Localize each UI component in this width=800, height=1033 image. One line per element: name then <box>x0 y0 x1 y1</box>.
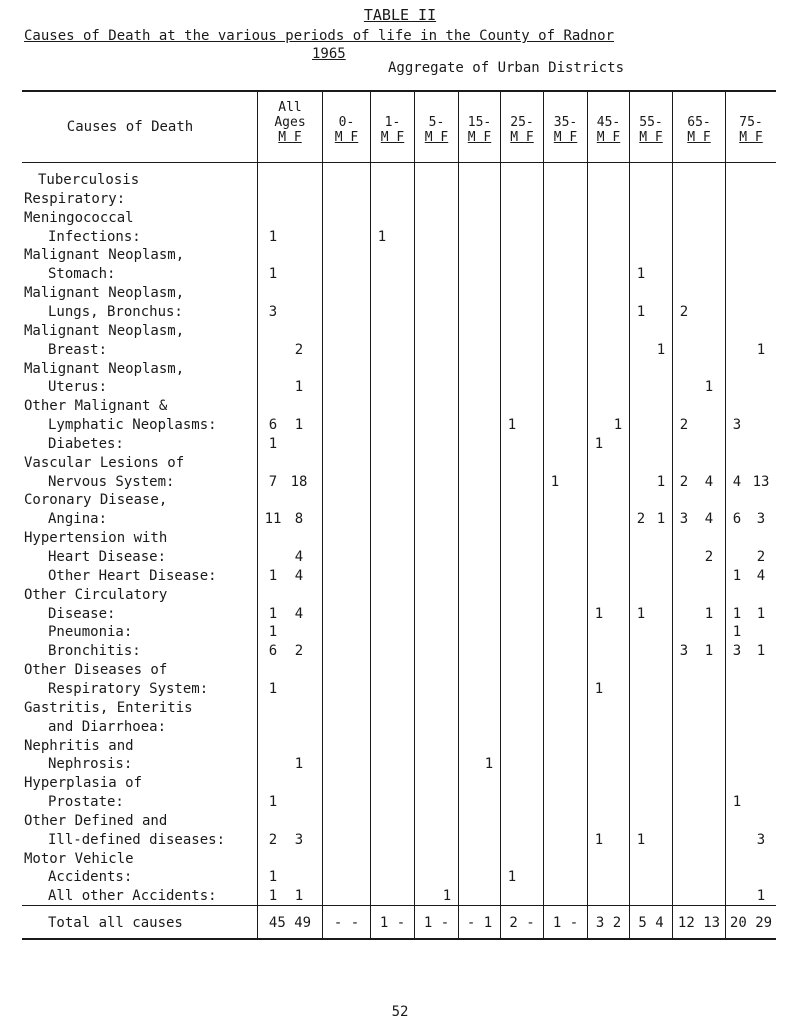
data-cell: 2 <box>756 549 766 565</box>
data-cell: 1 <box>756 605 766 622</box>
cause-label: Bronchitis: <box>48 643 141 660</box>
data-cell: 13 <box>752 473 770 490</box>
data-cell: 1 <box>756 888 766 905</box>
data-cell: 1 <box>268 888 278 905</box>
data-cell: 1 <box>294 379 304 396</box>
col-divider <box>322 91 323 939</box>
data-cell: 1 <box>294 756 304 773</box>
totals-top-rule <box>22 905 776 906</box>
cause-label: Nephrosis: <box>48 756 133 773</box>
data-cell: 1 <box>594 435 604 452</box>
age-group-label: 45- <box>596 115 621 130</box>
data-cell: 2 <box>679 417 689 434</box>
col-divider <box>587 91 588 939</box>
data-cell: 3 <box>679 511 689 528</box>
cause-label: Disease: <box>48 605 116 622</box>
cause-label: Nervous System: <box>48 473 175 490</box>
data-cell: 3 <box>732 417 742 434</box>
header-mf: M F <box>510 130 534 145</box>
data-cell: 1 <box>656 341 666 358</box>
data-cell: 4 <box>294 605 304 622</box>
cause-label: Pneumonia: <box>48 624 133 641</box>
data-cell: 1 <box>268 624 278 641</box>
header-age-group <box>673 115 725 145</box>
data-cell: 1 <box>636 303 646 320</box>
cause-label: Infections: <box>48 228 141 245</box>
cause-label: Lungs, Bronchus: <box>48 303 183 320</box>
data-cell: 1 <box>268 680 278 697</box>
data-cell: 1 <box>294 417 304 434</box>
page-number: 52 <box>391 1004 409 1020</box>
data-cell: 4 <box>294 567 304 584</box>
data-cell: 1 <box>756 643 766 660</box>
data-cell: 1 <box>294 888 304 905</box>
data-cell: 1 <box>268 567 278 584</box>
cause-label: Uterus: <box>48 379 108 396</box>
data-cell: 1 <box>442 888 452 905</box>
age-group-label: 65- <box>687 115 711 130</box>
data-cell: 3 <box>268 303 278 320</box>
age-group-label: 0- <box>338 115 355 130</box>
data-cell: 1 <box>268 869 278 886</box>
col-divider <box>672 91 673 939</box>
data-cell: 1 <box>268 228 278 245</box>
cause-label: and Diarrhoea: <box>48 718 167 735</box>
header-age-group <box>371 115 414 145</box>
data-cell: 1 <box>636 605 646 622</box>
data-cell: 2 <box>636 511 646 528</box>
data-cell: 4 <box>704 473 714 490</box>
cause-label: Vascular Lesions of <box>24 454 185 471</box>
data-cell: 1 <box>594 605 604 622</box>
col-divider <box>370 91 371 939</box>
total-cell: 12 13 <box>677 915 721 931</box>
header-age-group <box>459 115 500 145</box>
total-cell: - - <box>333 915 360 931</box>
data-cell: 2 <box>679 303 689 320</box>
data-cell: 1 <box>507 417 517 434</box>
data-cell: 1 <box>594 680 604 697</box>
header-age-group <box>323 115 370 145</box>
header-mf: M F <box>687 130 711 145</box>
total-label: Total all causes <box>48 915 183 931</box>
total-cell: 5 4 <box>638 915 664 931</box>
cause-label: Lymphatic Neoplasms: <box>48 417 217 434</box>
age-group-label: 55- <box>639 115 663 130</box>
data-cell: 3 <box>294 831 304 848</box>
data-cell: 1 <box>550 473 560 490</box>
total-cell: 1 - <box>552 915 579 931</box>
cause-label: Other Defined and <box>24 812 168 829</box>
data-cell: 6 <box>268 643 278 660</box>
cause-label: Nephritis and <box>24 737 134 754</box>
data-cell: 1 <box>484 756 494 773</box>
header-age-group <box>415 115 458 145</box>
cause-label: Meningococcal <box>24 209 134 226</box>
data-cell: 1 <box>704 605 714 622</box>
cause-label: Hypertension with <box>24 530 168 547</box>
cause-label: Prostate: <box>48 794 124 811</box>
aggregate-label: Aggregate of Urban Districts <box>388 60 625 76</box>
cause-label: Motor Vehicle <box>24 850 134 867</box>
col-divider <box>414 91 415 939</box>
data-cell: 1 <box>732 605 742 622</box>
cause-label: Diabetes: <box>48 435 124 452</box>
header-mf: M F <box>553 130 578 145</box>
header-age-group <box>726 115 776 145</box>
cause-label: Other Heart Disease: <box>48 567 217 584</box>
cause-label: Accidents: <box>48 869 133 886</box>
total-cell: - 1 <box>466 915 493 931</box>
data-cell: 2 <box>268 831 278 848</box>
age-group-label: 15- <box>467 115 492 130</box>
data-cell: 6 <box>732 511 742 528</box>
cause-label: Coronary Disease, <box>24 492 168 509</box>
cause-label: All other Accidents: <box>48 888 217 905</box>
header-age-group <box>544 115 587 145</box>
cause-label: Other Malignant & <box>24 398 168 415</box>
data-cell: 1 <box>636 266 646 283</box>
total-cell: 20 29 <box>729 915 773 931</box>
header-age-group <box>588 115 629 145</box>
data-cell: 4 <box>704 511 714 528</box>
total-cell: 2 - <box>509 915 535 931</box>
age-group-label: 35- <box>553 115 578 130</box>
cause-label: Other Circulatory <box>24 586 168 603</box>
age-group-label: 25- <box>510 115 534 130</box>
data-cell: 1 <box>268 605 278 622</box>
header-all-ages <box>258 100 322 145</box>
header-all-ages-line1: All <box>278 100 302 115</box>
cause-label: Malignant Neoplasm, <box>24 360 185 377</box>
data-cell: 11 <box>264 511 282 528</box>
header-age-group <box>501 115 543 145</box>
col-divider <box>257 91 258 939</box>
data-cell: 4 <box>756 567 766 584</box>
data-cell: 1 <box>636 831 646 848</box>
data-cell: 1 <box>732 567 742 584</box>
header-mf: M F <box>739 130 763 145</box>
cause-label: Breast: <box>48 341 108 358</box>
header-mf: M F <box>424 130 449 145</box>
col-divider <box>458 91 459 939</box>
col-divider <box>500 91 501 939</box>
header-mf: M F <box>639 130 663 145</box>
table-subtitle: Causes of Death at the various periods of life in the County of Radnor <box>24 28 615 44</box>
data-cell: 1 <box>704 379 714 396</box>
data-cell: 1 <box>268 266 278 283</box>
header-mf: M F <box>278 130 302 145</box>
data-cell: 2 <box>294 643 304 660</box>
data-cell: 1 <box>756 341 766 358</box>
table-bottom-rule <box>22 938 776 940</box>
header-all-ages-line2: Ages <box>274 115 306 130</box>
data-cell: 3 <box>679 643 689 660</box>
cause-label: Ill-defined diseases: <box>48 831 226 848</box>
data-cell: 3 <box>756 831 766 848</box>
age-group-label: 5- <box>428 115 445 130</box>
cause-label: Other Diseases of <box>24 662 168 679</box>
data-cell: 4 <box>294 549 304 565</box>
header-age-group <box>630 115 672 145</box>
cause-label: Gastritis, Enteritis <box>24 699 193 716</box>
header-bottom-rule <box>22 162 776 163</box>
col-divider <box>629 91 630 939</box>
cause-label: Respiratory: <box>24 190 126 207</box>
cause-label: Hyperplasia of <box>24 775 143 792</box>
data-cell: 1 <box>656 511 666 528</box>
cause-label: Angina: <box>48 511 108 528</box>
age-group-label: 1- <box>384 115 401 130</box>
data-cell: 6 <box>268 417 278 434</box>
cause-label: Stomach: <box>48 266 116 283</box>
age-group-label: 75- <box>739 115 763 130</box>
data-cell: 1 <box>613 417 623 434</box>
data-cell: 1 <box>732 794 742 811</box>
col-divider <box>543 91 544 939</box>
page-title: TABLE II <box>363 6 437 24</box>
header-mf: M F <box>467 130 492 145</box>
data-cell: 1 <box>656 473 666 490</box>
cause-label: Malignant Neoplasm, <box>24 247 185 264</box>
total-cell: 1 - <box>379 915 406 931</box>
header-mf: M F <box>334 130 359 145</box>
data-cell: 1 <box>732 624 742 641</box>
data-cell: 1 <box>507 869 517 886</box>
total-cell: 3 2 <box>595 915 622 931</box>
data-cell: 4 <box>732 473 742 490</box>
data-cell: 1 <box>704 643 714 660</box>
data-cell: 7 <box>268 473 278 490</box>
total-all-ages: 45 49 <box>268 915 312 931</box>
data-cell: 1 <box>268 794 278 811</box>
data-cell: 3 <box>756 511 766 528</box>
year-label: 1965 <box>312 46 346 62</box>
cause-label: Heart Disease: <box>48 549 167 565</box>
data-cell: 2 <box>704 549 714 565</box>
data-cell: 2 <box>679 473 689 490</box>
cause-label: Malignant Neoplasm, <box>24 285 185 302</box>
data-cell: 18 <box>290 473 308 490</box>
header-causes: Causes of Death <box>66 119 194 135</box>
data-cell: 2 <box>294 341 304 358</box>
cause-label: Tuberculosis <box>38 172 140 188</box>
data-cell: 3 <box>732 643 742 660</box>
data-cell: 8 <box>294 511 304 528</box>
total-cell: 1 - <box>423 915 450 931</box>
cause-label: Malignant Neoplasm, <box>24 322 185 339</box>
table-top-rule <box>22 90 776 92</box>
data-cell: 1 <box>377 228 387 245</box>
header-mf: M F <box>596 130 621 145</box>
cause-label: Respiratory System: <box>48 680 209 697</box>
data-cell: 1 <box>594 831 604 848</box>
header-mf: M F <box>380 130 405 145</box>
data-cell: 1 <box>268 435 278 452</box>
col-divider <box>725 91 726 939</box>
